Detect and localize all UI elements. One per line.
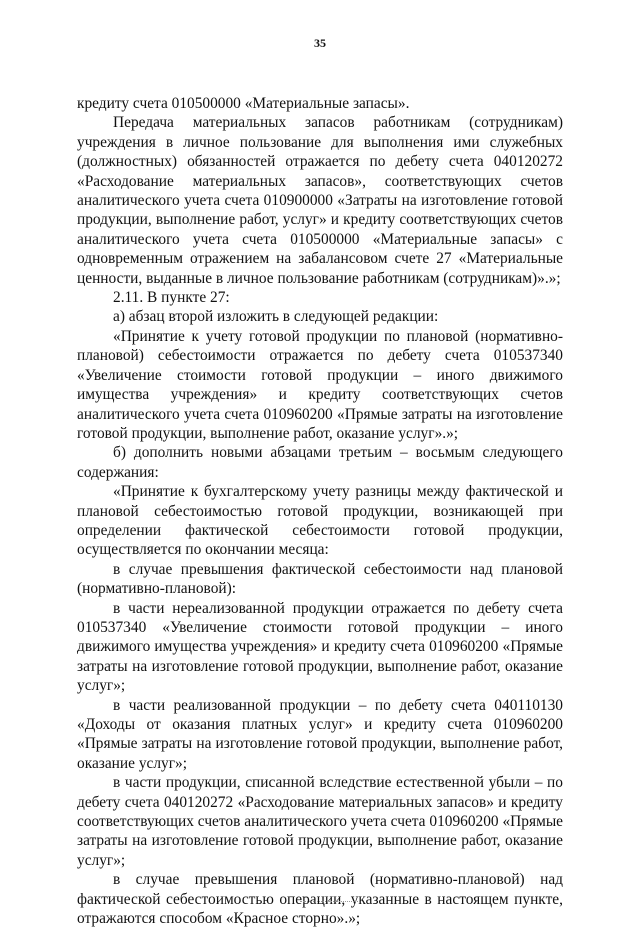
paragraph-12: в случае превышения плановой (нормативно-плановой) над фактической себестоимостью операции, указанные в настоящем пункте, отражаются способом «Красное сторно».»;: [77, 871, 563, 928]
paragraph-2: Передача материальных запасов работникам (сотрудникам) учреждения в личное пользование для выполнения ими служебных (должностных) обязанностей отражается по дебету счета 040120272 «Расходование материальных запасов», соответствующих счетов аналитического учета счета 010900000 «Затраты на изготовление готовой продукции, выполнение работ, услуг» и кредиту соответствующих счетов аналитического учета счета 010500000 «Материальные запасы» с одновременным отражением на забалансовом счете 27 «Материальные ценности, выданные в личное пользование работникам (сотрудникам)».»;: [77, 114, 563, 287]
paragraph-8: в случае превышения фактической себестоимости над плановой (нормативно-плановой):: [77, 560, 563, 598]
paragraph-11: в части продукции, списанной вследствие естественной убыли – по дебету счета 040120272 «Расходование материальных запасов» и кредиту соответствующих счетов аналитического учета счета 010960200 «Прямые затраты на изготовление готовой продукции, выполнение работ, оказание услуг»;: [77, 774, 563, 869]
paragraph-1: кредиту счета 010500000 «Материальные запасы».: [77, 95, 410, 112]
paragraph-10: в части реализованной продукции – по дебету счета 040110130 «Доходы от оказания платных услуг» и кредиту счета 010960200 «Прямые затраты на изготовление готовой продукции, выполнение работ, оказание услуг»;: [77, 696, 563, 772]
document-body: [77, 94, 563, 928]
paragraph-4: а) абзац второй изложить в следующей редакции:: [113, 308, 439, 326]
page-number: 35: [314, 36, 326, 50]
paragraph-7: «Принятие к бухгалтерскому учету разницы между фактической и плановой себестоимостью готовой продукции, возникающей при определении фактической себестоимости готовой продукции, осуществляется по окончании месяца:: [77, 483, 563, 559]
paragraph-3: 2.11. В пункте 27:: [113, 289, 230, 307]
scan-edge-mark: [300, 901, 360, 903]
paragraph-5: «Принятие к учету готовой продукции по плановой (нормативно-плановой) себестоимости отражается по дебету счета 010537340 «Увеличение стоимости готовой продукции – иного движимого имущества учреждения» и кредиту соответствующих счетов аналитического учета счета 010960200 «Прямые затраты на изготовление готовой продукции, выполнение работ, оказание услуг».»;: [77, 327, 563, 442]
paragraph-9: в части нереализованной продукции отражается по дебету счета 010537340 «Увеличение стоимости готовой продукции – иного движимого имущества учреждения» и кредиту счета 010960200 «Прямые затраты на изготовление готовой продукции, выполнение работ, оказание услуг»;: [77, 599, 563, 695]
paragraph-6: б) дополнить новыми абзацами третьим – восьмым следующего содержания:: [77, 444, 563, 481]
